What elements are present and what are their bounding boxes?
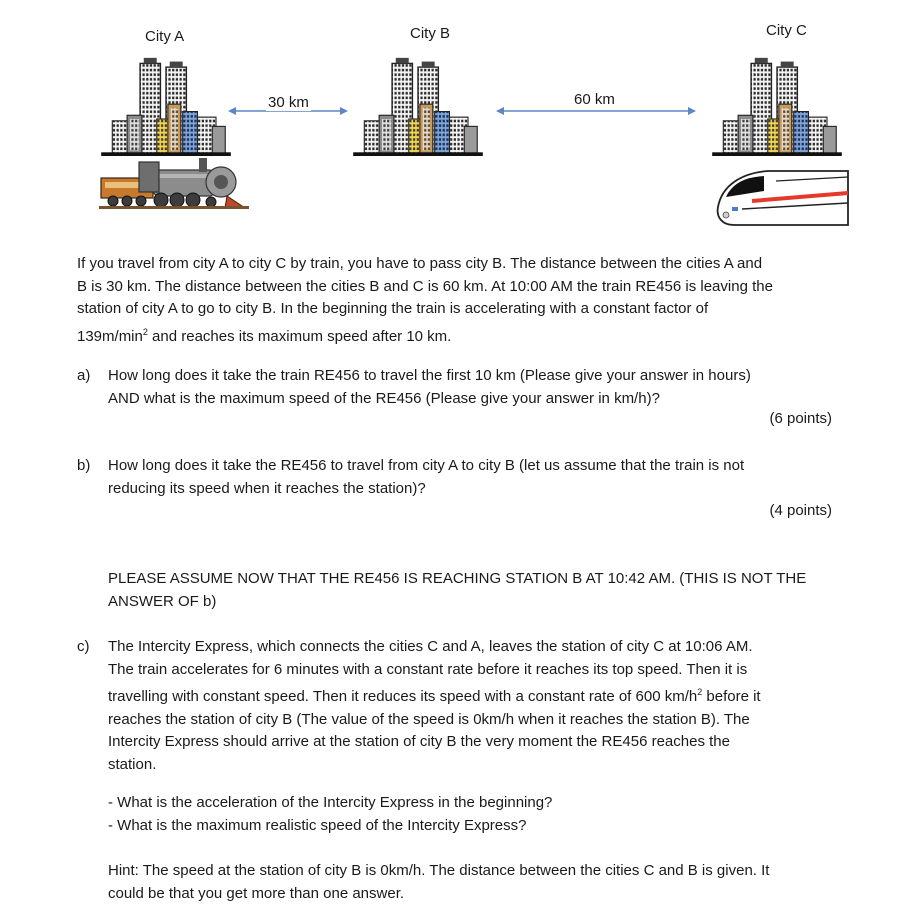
assumption-note: PLEASE ASSUME NOW THAT THE RE456 IS REACHING STATION B AT 10:42 AM. (THIS IS NOT THE ANSWER OF b) (108, 570, 807, 610)
distance-label-bc: 60 km (574, 91, 615, 108)
sub-questions (108, 792, 868, 837)
distance-label-ab: 30 km (268, 94, 309, 111)
intercity-express-image (712, 163, 852, 229)
question-letter: c) (77, 638, 90, 655)
city-a-label: City A (145, 28, 185, 45)
steam-train-image (99, 152, 249, 212)
question-b (77, 455, 857, 500)
intro-line: $139m/\min^2$ and reaches its maximum speed after 10 km. (77, 326, 452, 345)
hint: Hint: The speed at the station of city B is 0km/h. The distance between the cities C and B is given. It could be that you get more than one answer. (108, 862, 770, 902)
sub-question: - What is the acceleration of the Intercity Express in the beginning? (108, 794, 553, 811)
points-b: (4 points) (769, 502, 832, 519)
question-c (77, 636, 877, 776)
city-c-label: City C (766, 22, 807, 39)
question-letter: a) (77, 367, 91, 384)
question-text: How long does it take the train RE456 to travel the first 10 km (Please give your answer in hours) AND what is the maximum speed of the RE456 (Please give your answer in km/h)? (108, 367, 751, 407)
city-b-label: City B (410, 25, 451, 42)
question-a (77, 365, 857, 410)
intro-line: If you travel from city A to city C by train, you have to pass city B. The distance between the cities A and (77, 255, 763, 272)
intro-line: B is 30 km. The distance between the cities B and C is 60 km. At 10:00 AM the train RE456 is leaving the (77, 277, 773, 295)
sub-question: - What is the maximum realistic speed of the Intercity Express? (108, 816, 527, 834)
intro-line: station of city A to go to city B. In the beginning the train is accelerating with a constant factor of (77, 300, 709, 317)
intro-paragraph (77, 253, 877, 348)
city-a-skyline (96, 56, 236, 156)
city-b-skyline (343, 56, 493, 156)
question-letter: b) (77, 457, 91, 474)
question-text: How long does it take the RE456 to travel from city A to city B (let us assume that the train is not reducing its speed when it reaches the station)? (108, 457, 745, 497)
city-c-skyline (702, 56, 852, 156)
question-text: The Intercity Express, which connects the cities C and A, leaves the station of city C at 10:06 AM. The train accelerates for 6 minutes with a constant rate before it reaches its top speed. Then it is travelling with constant speed. Then it reduces its speed with a constant rate of 600 $km/h^2$ before it reaches the station of city B (The value of the speed is 0km/h when it reaches the station B). The Intercity Express should arrive at the station of city B the very moment the RE456 reaches the station. (108, 638, 761, 773)
points-a: (6 points) (769, 410, 832, 427)
